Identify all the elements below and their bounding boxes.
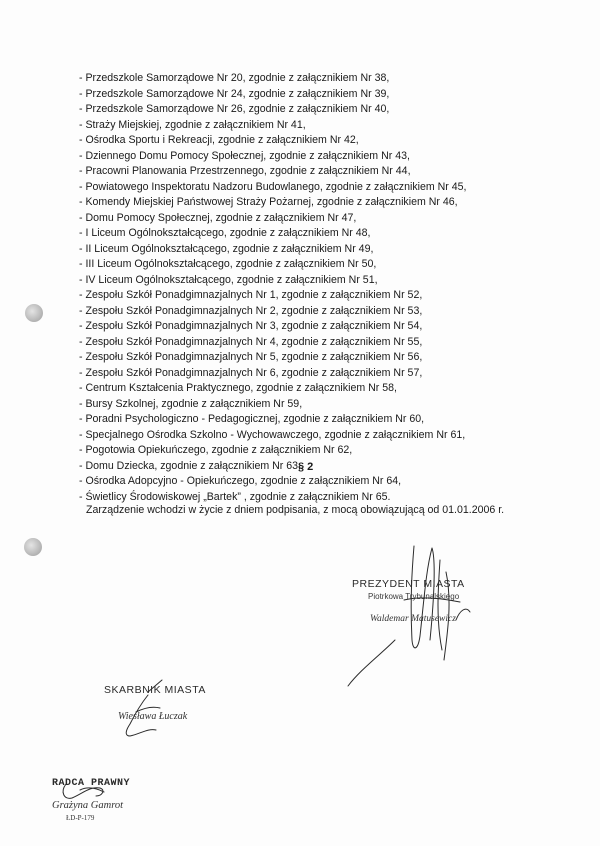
list-item: - Pracowni Planowania Przestrzennego, zgodnie z załącznikiem Nr 44, [79, 165, 411, 177]
list-item: - Dziennego Domu Pomocy Społecznej, zgodnie z załącznikiem Nr 43, [79, 149, 410, 162]
punch-hole-bottom [24, 538, 42, 556]
list-item: - Specjalnego Ośrodka Szkolno - Wychowawczego, zgodnie z załącznikiem Nr 61, [79, 428, 466, 441]
list-item: - Pogotowia Opiekuńczego, zgodnie z załącznikiem Nr 62, [79, 444, 353, 456]
list-item: - Przedszkole Samorządowe Nr 24, zgodnie z załącznikiem Nr 39, [79, 87, 390, 100]
list-item: - Zespołu Szkół Ponadgimnazjalnych Nr 3, zgodnie z załącznikiem Nr 54, [79, 320, 423, 332]
attachments-list [79, 71, 579, 505]
list-item: - IV Liceum Ogólnokształcącego, zgodnie z załącznikiem Nr 51, [79, 273, 378, 286]
legal-counsel-stamp-title: RADCA PRAWNY [52, 778, 131, 789]
list-item: - Ośrodka Adopcyjno - Opiekuńczego, zgodnie z załącznikiem Nr 64, [79, 475, 402, 487]
list-item: - Straży Miejskiej, zgodnie z załącznikiem Nr 41, [79, 118, 306, 131]
legal-counsel-stamp-number: ŁD-P-179 [66, 814, 95, 822]
list-item: - Zespołu Szkół Ponadgimnazjalnych Nr 1, zgodnie z załącznikiem Nr 52, [79, 289, 423, 301]
list-item: - Świetlicy Środowiskowej „Bartek” , zgodnie z załącznikiem Nr 65. [79, 490, 391, 503]
list-item: - II Liceum Ogólnokształcącego, zgodnie z załącznikiem Nr 49, [79, 242, 374, 255]
decree-paragraph: Zarządzenie wchodzi w życie z dniem podpisania, z mocą obowiązującą od 01.01.2006 r. [86, 504, 505, 516]
treasurer-stamp-name: Wiesława Łuczak [118, 711, 188, 722]
punch-hole-top [25, 304, 43, 322]
list-item: - Zespołu Szkół Ponadgimnazjalnych Nr 6, zgodnie z załącznikiem Nr 57, [79, 366, 423, 379]
list-item: - Przedszkole Samorządowe Nr 20, zgodnie z załącznikiem Nr 38, [79, 72, 390, 84]
list-item: - Domu Dziecka, zgodnie z załącznikiem Nr 63, [79, 459, 301, 472]
list-item: - I Liceum Ogólnokształcącego, zgodnie z załącznikiem Nr 48, [79, 227, 371, 239]
list-item: - Ośrodka Sportu i Rekreacji, zgodnie z załącznikiem Nr 42, [79, 134, 359, 146]
list-item: - Bursy Szkolnej, zgodnie z załącznikiem Nr 59, [79, 397, 303, 410]
president-stamp-subtitle: Piotrkowa Trybunalskiego [368, 592, 460, 601]
list-item: - Zespołu Szkół Ponadgimnazjalnych Nr 5, zgodnie z załącznikiem Nr 56, [79, 351, 423, 363]
president-stamp-name: Waldemar Matusewicz [370, 614, 456, 624]
president-stamp-title: PREZYDENT MIASTA [352, 578, 465, 590]
list-item: - Powiatowego Inspektoratu Nadzoru Budowlanego, zgodnie z załącznikiem Nr 45, [79, 180, 467, 193]
list-item: - Domu Pomocy Społecznej, zgodnie z załącznikiem Nr 47, [79, 211, 357, 224]
list-item: - Centrum Kształcenia Praktycznego, zgodnie z załącznikiem Nr 58, [79, 382, 397, 394]
list-item: - Poradni Psychologiczno - Pedagogicznej, zgodnie z załącznikiem Nr 60, [79, 413, 425, 425]
legal-counsel-stamp-name: Grażyna Gamrot [52, 800, 124, 811]
list-item: - Komendy Miejskiej Państwowej Straży Pożarnej, zgodnie z załącznikiem Nr 46, [79, 196, 458, 208]
section-heading: § 2 [298, 461, 314, 473]
list-item: - Przedszkole Samorządowe Nr 26, zgodnie z załącznikiem Nr 40, [79, 103, 390, 115]
list-item: - Zespołu Szkół Ponadgimnazjalnych Nr 2, zgodnie z załącznikiem Nr 53, [79, 304, 423, 317]
list-item: - III Liceum Ogólnokształcącego, zgodnie z załącznikiem Nr 50, [79, 258, 377, 270]
treasurer-stamp-title: SKARBNIK MIASTA [104, 684, 206, 696]
list-item: - Zespołu Szkół Ponadgimnazjalnych Nr 4, zgodnie z załącznikiem Nr 55, [79, 335, 423, 348]
